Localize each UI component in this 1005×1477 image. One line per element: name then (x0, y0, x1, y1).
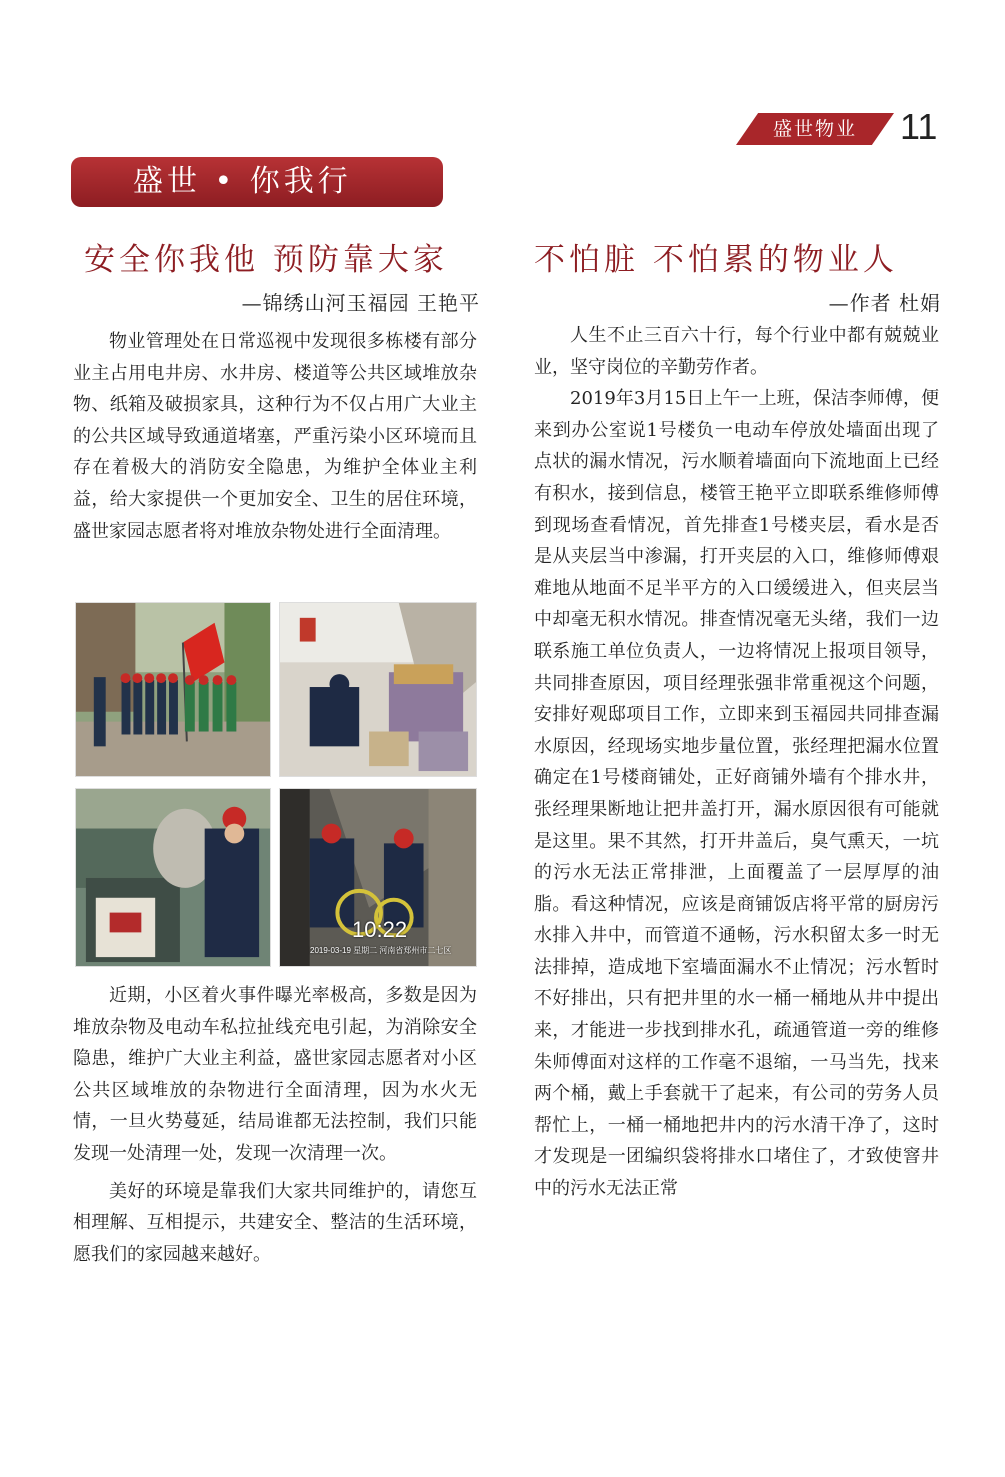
page-number: 11 (900, 106, 938, 147)
left-article-body-bottom (73, 980, 477, 1270)
photo-carrying-sack (75, 788, 271, 967)
left-article-byline: —锦绣山河玉福园 王艳平 (241, 291, 480, 315)
photo-date-stamp: 2019-03-19 星期二 河南省郑州市二七区 (310, 946, 452, 955)
photo-stairwell-clearing (279, 602, 477, 777)
photo-volunteers-lineup (75, 602, 271, 777)
paragraph: 2019年3月15日上午一上班，保洁李师傅，便来到办公室说1号楼负一电动车停放处墙面出现了点状的漏水情况，污水顺着墙面向下流地面上已经有积水，接到信息，楼管王艳平立即联系维修师傅到现场查看情况，首先排查1号楼夹层，看水是否是从夹层当中渗漏，打开夹层的入口，维修师傅艰难地从地面不足半平方的入口缓缓进入，但夹层当中却毫无积水情况。排查情况毫无头绪，我们一边联系施工单位负责人，一边将情况上报项目领导，共同排查原因，项目经理张强非常重视这个问题，安排好观邸项目工作，立即来到玉福园共同排查漏水原因，经现场实地步量位置，张经理把漏水位置确定在1号楼商铺处，正好商铺外墙有个排水井，张经理果断地让把井盖打开，漏水原因很有可能就是这里。果不其然，打开井盖后，臭气熏天，一坑的污水无法正常排泄，上面覆盖了一层厚厚的油脂。看这种情况，应该是商铺饭店将平常的厨房污水排入井中，而管道不通畅，污水积留太多一时无法排掉，造成地下室墙面漏水不止情况；污水暂时不好排出，只有把井里的水一桶一桶地从井中提出来，才能进一步找到排水孔，疏通管道一旁的维修朱师傅面对这样的工作毫不退缩，一马当先，找来两个桶，戴上手套就干了起来，有公司的劳务人员帮忙上，一桶一桶地把井内的污水清干净了，这时才发现是一团编织袋将排水口堵住了，才致使窨井中的污水无法正常 (534, 388, 939, 1200)
right-article-body (534, 320, 939, 1205)
left-article-body-top (73, 326, 477, 547)
right-article-byline: —作者 杜娟 (828, 291, 941, 315)
photo-time-stamp: 10:22 (352, 917, 408, 942)
paragraph: 美好的环境是靠我们大家共同维护的，请您互相理解、互相提示，共建安全、整洁的生活环境，愿我们的家园越来越好。 (73, 1180, 477, 1265)
paragraph: 人生不止三百六十行，每个行业中都有兢兢业业，坚守岗位的辛勤劳作者。 (534, 325, 939, 378)
magazine-name: 盛世物业 (772, 118, 857, 140)
paragraph: 物业管理处在日常巡视中发现很多栋楼有部分业主占用电井房、水井房、楼道等公共区域堆放杂物、纸箱及破损家具，这种行为不仅占用广大业主的公共区域导致通道堵塞，严重污染小区环境而且存在着极大的消防安全隐患，为维护全体业主利益，给大家提供一个更加安全、卫生的居住环境，盛世家园志愿者将对堆放杂物处进行全面清理。 (73, 331, 477, 542)
left-article-title: 安全你我他 预防靠大家 (84, 242, 448, 278)
right-article-title: 不怕脏 不怕累的物业人 (534, 242, 898, 278)
paragraph: 近期，小区着火事件曝光率极高，多数是因为堆放杂物及电动车私拉扯线充电引起，为消除安全隐患，维护广大业主利益，盛世家园志愿者对小区公共区域堆放的杂物进行全面清理，因为水火无情，一旦火势蔓延，结局谁都无法控制，我们只能发现一处清理一处，发现一次清理一次。 (73, 985, 477, 1164)
section-banner: 盛世 • 你我行 (71, 157, 443, 207)
